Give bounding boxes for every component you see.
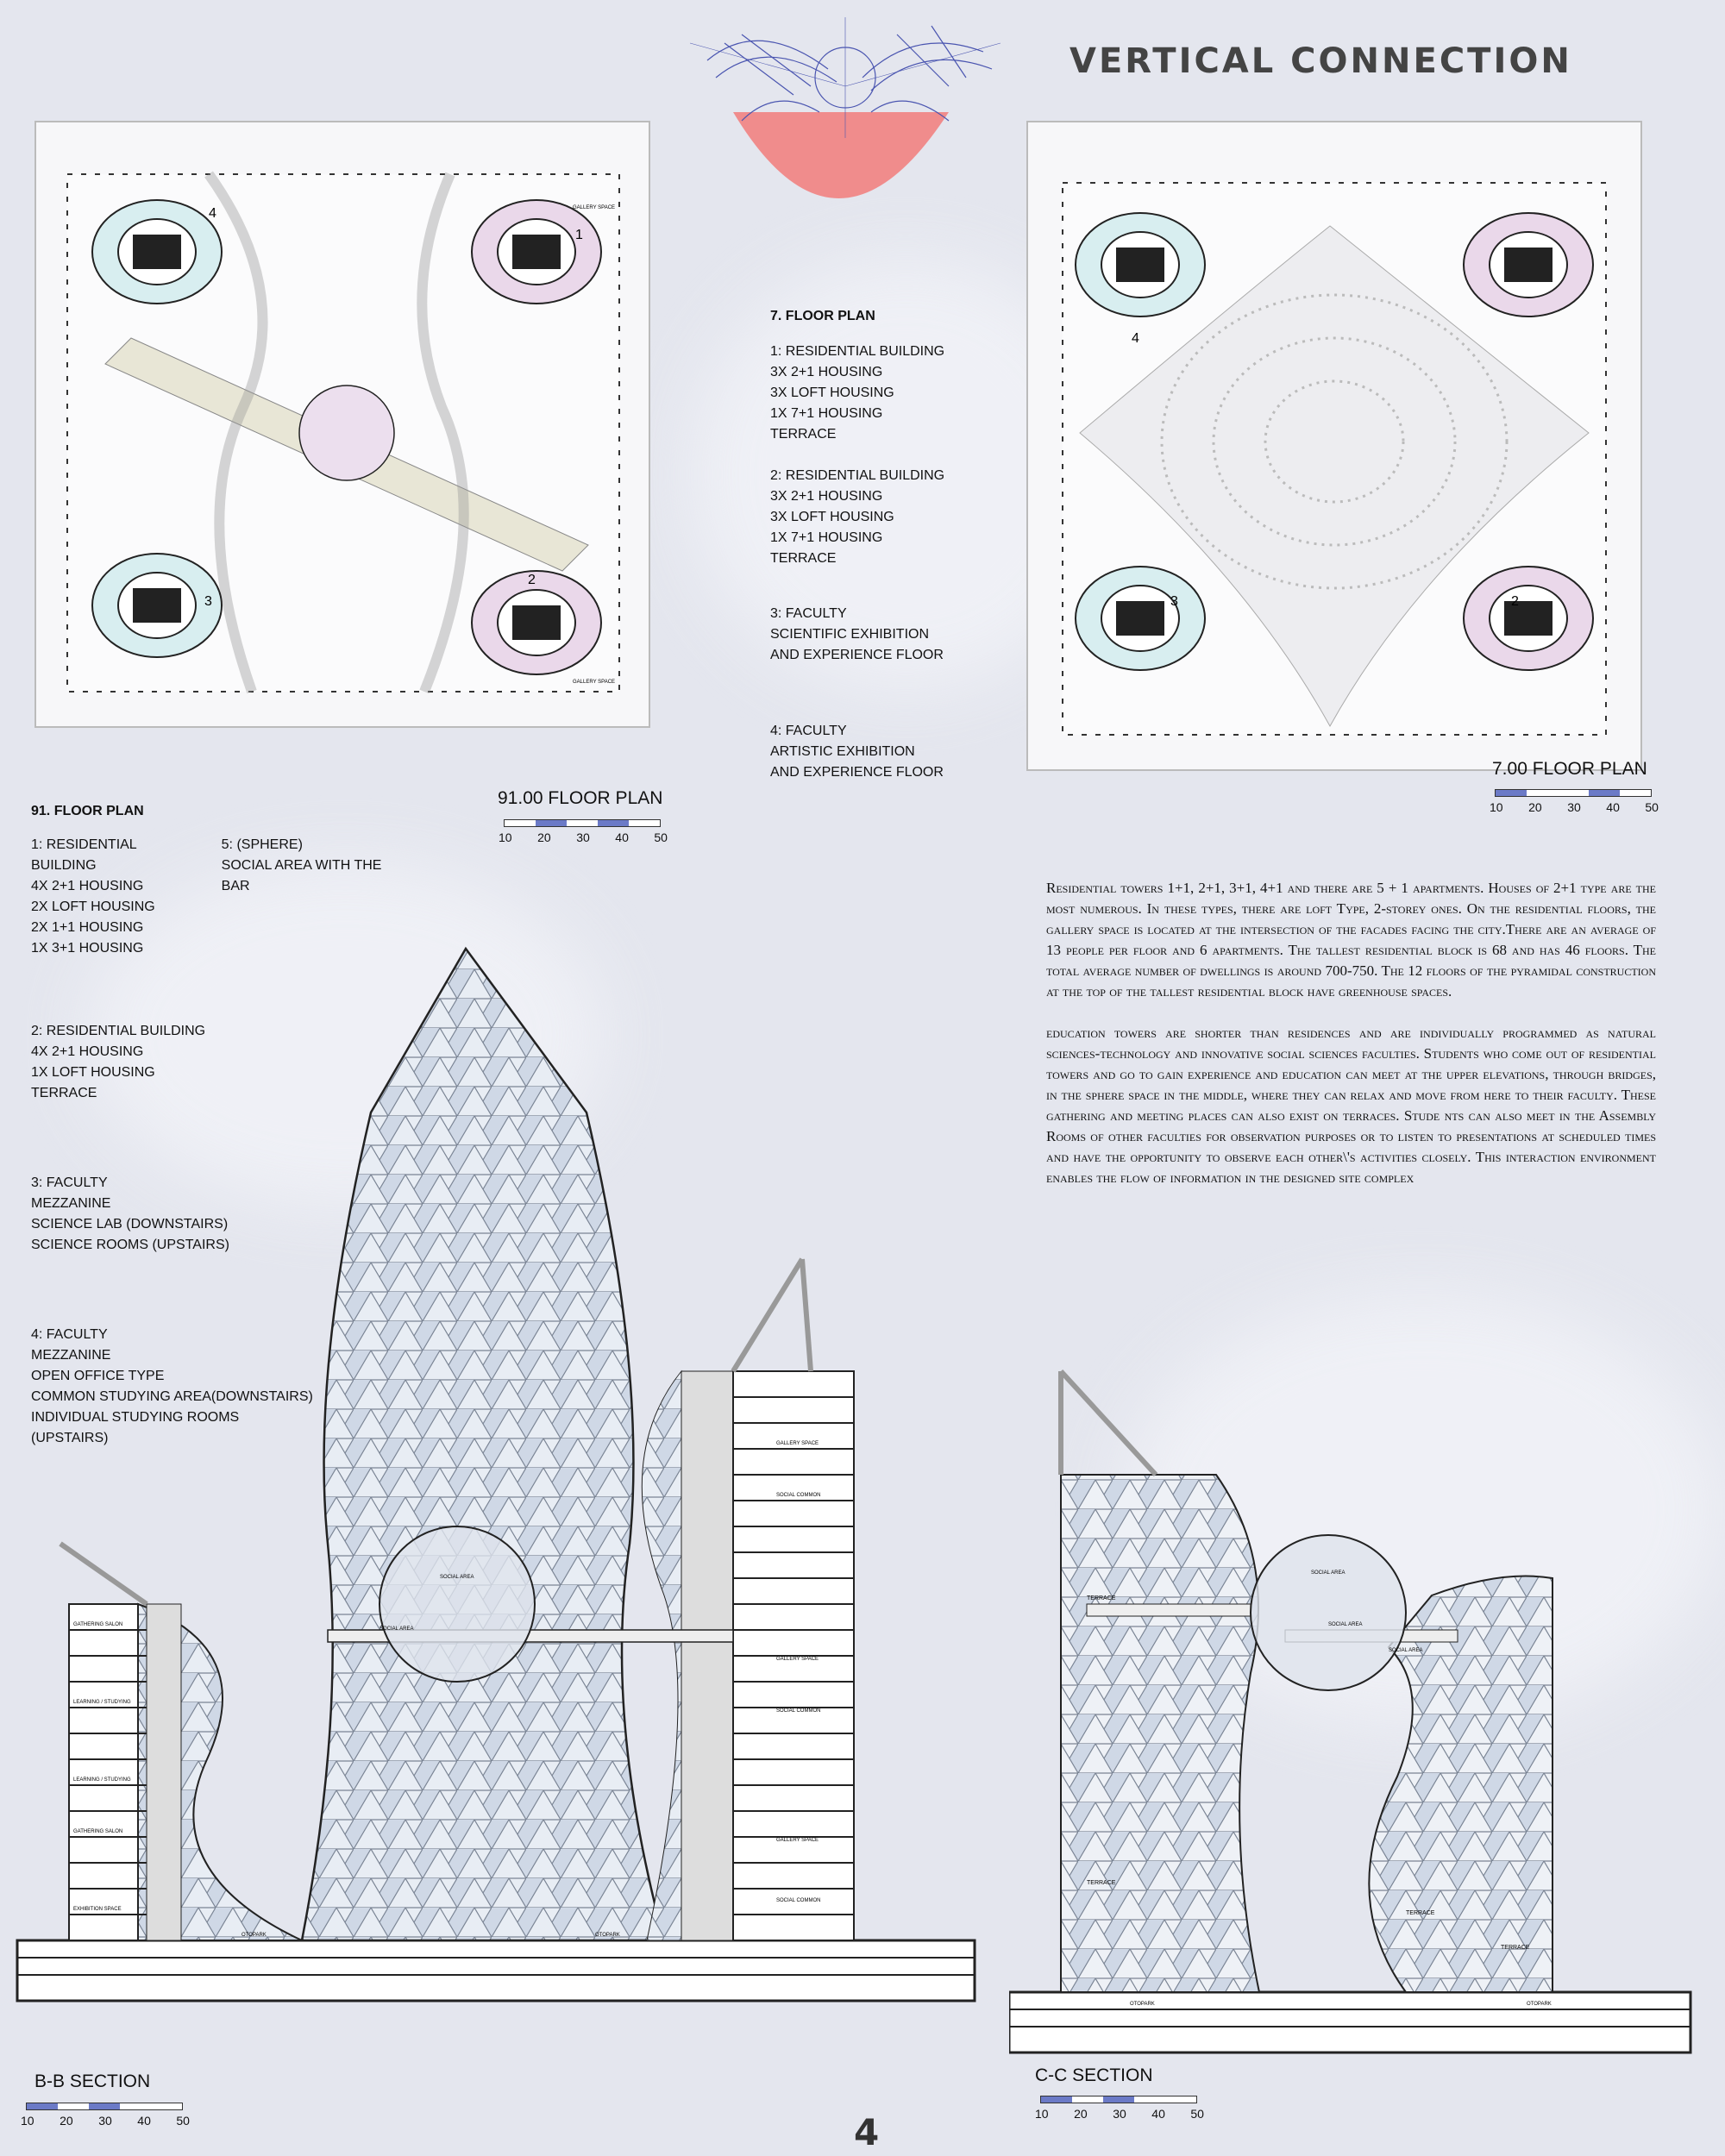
description-text	[1046, 878, 1656, 1188]
legend-line: 4: FACULTY	[770, 724, 847, 738]
plan-gallery-label: GALLERY SPACE	[573, 680, 616, 685]
legend-line: TERRACE	[770, 551, 837, 566]
plan-label-2: 2	[1511, 594, 1519, 609]
svg-text:GALLERY SPACE: GALLERY SPACE	[776, 1657, 819, 1662]
legend-line: TERRACE	[31, 1086, 97, 1100]
legend-line: 2X LOFT HOUSING	[31, 899, 155, 914]
floor7-heading: 7. FLOOR PLAN	[770, 309, 875, 323]
floor-plan-7	[1026, 121, 1642, 771]
legend-line: 2X 1+1 HOUSING	[31, 920, 144, 935]
svg-text:SOCIAL AREA: SOCIAL AREA	[440, 1575, 474, 1580]
floor-plan-91	[34, 121, 650, 728]
floor7-group-1	[770, 342, 1012, 445]
legend-line: 4X 2+1 HOUSING	[31, 879, 144, 893]
legend-line: MEZZANINE	[31, 1196, 111, 1211]
legend-line: 4X 2+1 HOUSING	[31, 1044, 144, 1059]
floor7-group-4	[770, 721, 1012, 783]
plan-label-4: 4	[1132, 331, 1139, 346]
legend-line: 3X 2+1 HOUSING	[770, 489, 883, 504]
svg-text:EXHIBITION SPACE: EXHIBITION SPACE	[73, 1907, 122, 1912]
page-title: VERTICAL CONNECTION	[1070, 41, 1572, 81]
legend-line: 3X LOFT HOUSING	[770, 385, 894, 400]
svg-text:SOCIAL COMMON: SOCIAL COMMON	[776, 1708, 821, 1714]
section-title-cc: C-C SECTION	[1035, 2065, 1153, 2085]
legend-line: 1X 7+1 HOUSING	[770, 406, 883, 421]
scale-bar-bb: 10 20 30 40 50	[26, 2103, 190, 2128]
svg-text:GATHERING SALON: GATHERING SALON	[73, 1829, 123, 1834]
plan-label-3: 3	[204, 594, 212, 609]
plan-gallery-label: GALLERY SPACE	[573, 205, 616, 210]
floor7-group-2	[770, 466, 1012, 569]
legend-line: OPEN OFFICE TYPE	[31, 1369, 165, 1383]
svg-text:SOCIAL COMMON: SOCIAL COMMON	[776, 1493, 821, 1498]
legend-line: TERRACE	[770, 427, 837, 442]
svg-text:TERRACE: TERRACE	[1406, 1910, 1435, 1916]
svg-text:TERRACE: TERRACE	[1087, 1880, 1116, 1886]
svg-text:TERRACE: TERRACE	[1501, 1945, 1530, 1951]
legend-line: 2: RESIDENTIAL BUILDING	[770, 468, 945, 483]
floor7-group-3	[770, 604, 1012, 666]
legend-line: AND EXPERIENCE FLOOR	[770, 648, 944, 662]
legend-line: SCIENTIFIC EXHIBITION	[770, 627, 930, 642]
legend-line: 1: RESIDENTIAL BUILDING	[770, 344, 945, 359]
svg-text:GALLERY SPACE: GALLERY SPACE	[776, 1838, 819, 1843]
paragraph-residential: Residential towers 1+1, 2+1, 3+1, 4+1 and there are 5 + 1 apartments. Houses of 2+1 type are the most numerous. In these types, there are loft Type, 2-storey ones. On the residential floors, the gallery space is located at the intersection of the facades facing the city.There are an average of 13 people per floor and 6 apartments. The tallest residential block is 68 and has 46 floors. The total average number of dwellings is around 700-750. The 12 floors of the pyramidal construction at the top of the tallest residential block have greenhouse spaces.	[1046, 880, 1656, 1000]
svg-text:LEARNING / STUDYING: LEARNING / STUDYING	[73, 1700, 131, 1705]
legend-line: 1X LOFT HOUSING	[31, 1065, 155, 1080]
paragraph-education: education towers are shorter than residences and are individually programmed as natural sciences-technology and innovative social sciences faculties. Students who come out of residential towers and go to gain experience and education can meet at the upper elevations, through bridges, in the sphere space in the middle, where they can relax and move from here to their faculty. These gathering and meeting places can also exist on terraces. Stude nts can also meet in the Assembly Rooms of other faculties for observation purposes or to listen to presentations at scheduled times and have the opportunity to observe each other\'s activities closely. This interaction environment enables the flow of information in the designed site complex	[1046, 1025, 1656, 1186]
legend-line: (UPSTAIRS)	[31, 1431, 109, 1445]
plan-label-2: 2	[528, 573, 536, 587]
svg-text:TERRACE: TERRACE	[1087, 1595, 1116, 1601]
section-bb-drawing	[9, 940, 983, 2070]
plan-label-4: 4	[209, 206, 216, 221]
legend-line: INDIVIDUAL STUDYING ROOMS	[31, 1410, 240, 1425]
svg-text:SOCIAL AREA: SOCIAL AREA	[1389, 1648, 1423, 1653]
legend-line: MEZZANINE	[31, 1348, 111, 1363]
page-number: 4	[854, 2111, 880, 2153]
svg-text:OTOPARK: OTOPARK	[595, 1933, 620, 1938]
legend-line: 3: FACULTY	[770, 606, 847, 621]
legend-line: 3X 2+1 HOUSING	[770, 365, 883, 379]
legend-line: 1X 3+1 HOUSING	[31, 941, 144, 956]
scale-bar-91: 10 20 30 40 50	[504, 819, 668, 844]
svg-text:OTOPARK: OTOPARK	[242, 1933, 267, 1938]
legend-line: 2: RESIDENTIAL BUILDING	[31, 1024, 206, 1038]
legend-line: AND EXPERIENCE FLOOR	[770, 765, 944, 780]
svg-text:SOCIAL AREA: SOCIAL AREA	[380, 1626, 414, 1632]
scale-bar-cc: 10 20 30 40 50	[1040, 2096, 1204, 2121]
legend-line: ARTISTIC EXHIBITION	[770, 744, 915, 759]
svg-text:LEARNING / STUDYING: LEARNING / STUDYING	[73, 1777, 131, 1783]
scale-bar-7: 10 20 30 40 50	[1495, 789, 1659, 814]
floor91-heading: 91. FLOOR PLAN	[31, 804, 144, 818]
plan-title-7: 7.00 FLOOR PLAN	[1492, 759, 1647, 779]
legend-line: 1X 7+1 HOUSING	[770, 530, 883, 545]
legend-line: 5: (SPHERE)	[221, 837, 303, 852]
legend-line: SOCIAL AREA WITH THE BAR	[221, 858, 382, 893]
plan-label-3: 3	[1170, 594, 1178, 609]
section-title-bb: B-B SECTION	[34, 2071, 151, 2091]
svg-text:GALLERY SPACE: GALLERY SPACE	[776, 1441, 819, 1446]
legend-line: 4: FACULTY	[31, 1327, 108, 1342]
legend-line: 1: RESIDENTIAL BUILDING	[31, 837, 137, 873]
legend-line: SCIENCE LAB (DOWNSTAIRS)	[31, 1217, 229, 1232]
svg-text:GATHERING SALON: GATHERING SALON	[73, 1622, 123, 1627]
section-cc-drawing	[1009, 1363, 1708, 2070]
plan-label-1: 1	[575, 228, 583, 242]
plan-title-91: 91.00 FLOOR PLAN	[498, 788, 663, 808]
svg-text:OTOPARK: OTOPARK	[1527, 2002, 1552, 2007]
floor7-legend	[770, 309, 1012, 783]
svg-text:SOCIAL AREA: SOCIAL AREA	[1328, 1622, 1363, 1627]
legend-line: COMMON STUDYING AREA(DOWNSTAIRS)	[31, 1389, 313, 1404]
svg-text:OTOPARK: OTOPARK	[1130, 2002, 1155, 2007]
floor-lines-right	[733, 1397, 854, 1915]
svg-text:SOCIAL AREA: SOCIAL AREA	[1311, 1570, 1346, 1576]
sphere-logo-icon	[690, 9, 1000, 233]
legend-line: 3X LOFT HOUSING	[770, 510, 894, 524]
legend-line: SCIENCE ROOMS (UPSTAIRS)	[31, 1238, 229, 1252]
legend-line: 3: FACULTY	[31, 1175, 108, 1190]
svg-text:SOCIAL COMMON: SOCIAL COMMON	[776, 1898, 821, 1903]
